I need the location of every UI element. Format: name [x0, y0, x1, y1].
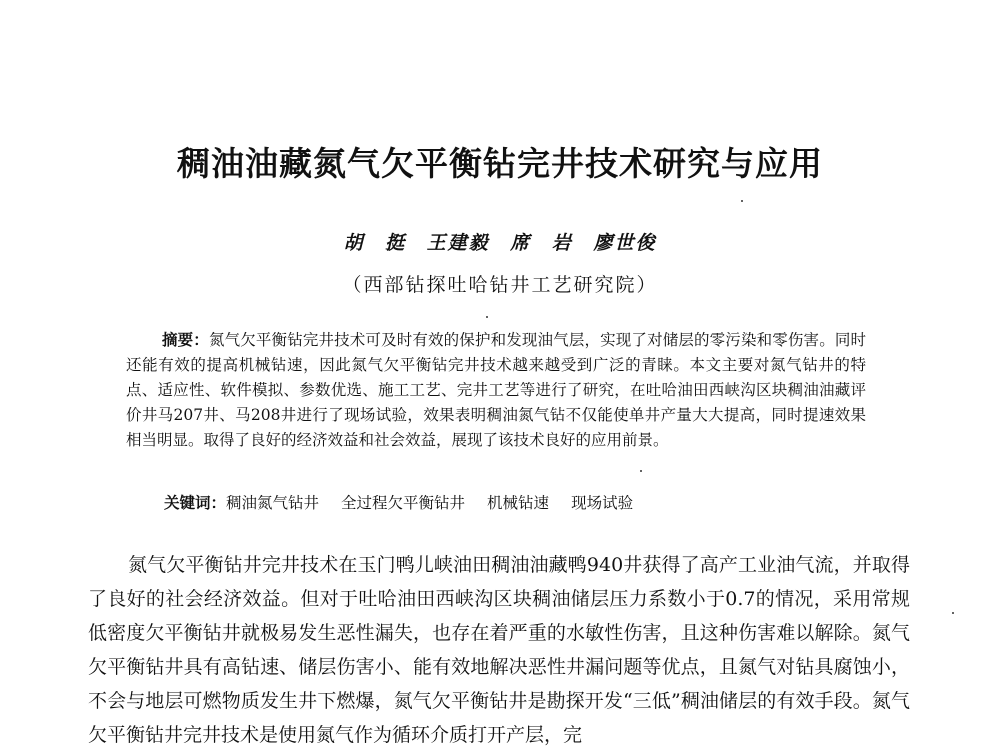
scan-speck: [486, 316, 488, 318]
paper-title: 稠油油藏氮气欠平衡钻完井技术研究与应用: [177, 144, 823, 183]
abstract: [126, 327, 866, 453]
keyword-item: 机械钻速: [487, 494, 550, 512]
abstract-label: 摘要：: [162, 330, 209, 349]
keywords-label: 关键词：: [164, 493, 227, 512]
keyword-item: 稠油氮气钻井: [226, 494, 320, 512]
keyword-item: 现场试验: [571, 494, 634, 512]
abstract-text: 氮气欠平衡钻完井技术可及时有效的保护和发现油气层，实现了对储层的零污染和零伤害。同时还能有效的提高机械钻速，因此氮气欠平衡钻完井技术越来越受到广泛的青睐。本文主要对氮气钻井的特点、适应性、软件模拟、参数优选、施工工艺、完井工艺等进行了研究，在吐哈油田西峡沟区块稠油油藏评价井马207井、马208井进行了现场试验，效果表明稠油氮气钻不仅能使单井产量大大提高，同时提速效果相当明显。取得了良好的经济效益和社会效益，展现了该技术良好的应用前景。: [126, 331, 866, 449]
scan-speck: [640, 470, 642, 472]
paper-authors: 胡 挺 王建毅 席 岩 廖世俊: [343, 232, 657, 254]
body-paragraph: 氮气欠平衡钻井完井技术在玉门鸭儿峡油田稠油油藏鸭940井获得了高产工业油气流，并取得了良好的社会经济效益。但对于吐哈油田西峡沟区块稠油储层压力系数小于0.7的情况，采用常规低密度欠平衡钻井就极易发生恶性漏失，也存在着严重的水敏性伤害，且这种伤害难以解除。氮气欠平衡钻井具有高钻速、储层伤害小、能有效地解决恶性井漏问题等优点，且氮气对钻具腐蚀小，不会与地层可燃物质发生井下燃爆，氮气欠平衡钻井是勘探开发“三低”稠油储层的有效手段。氮气欠平衡钻井完井技术是使用氮气作为循环介质打开产层，完: [88, 554, 910, 746]
scan-speck: [741, 200, 743, 202]
keywords: [164, 490, 655, 516]
keyword-item: 全过程欠平衡钻井: [341, 494, 466, 512]
scan-speck: [952, 612, 954, 614]
author-affiliation: （西部钻探吐哈钻井工艺研究院）: [342, 274, 658, 296]
